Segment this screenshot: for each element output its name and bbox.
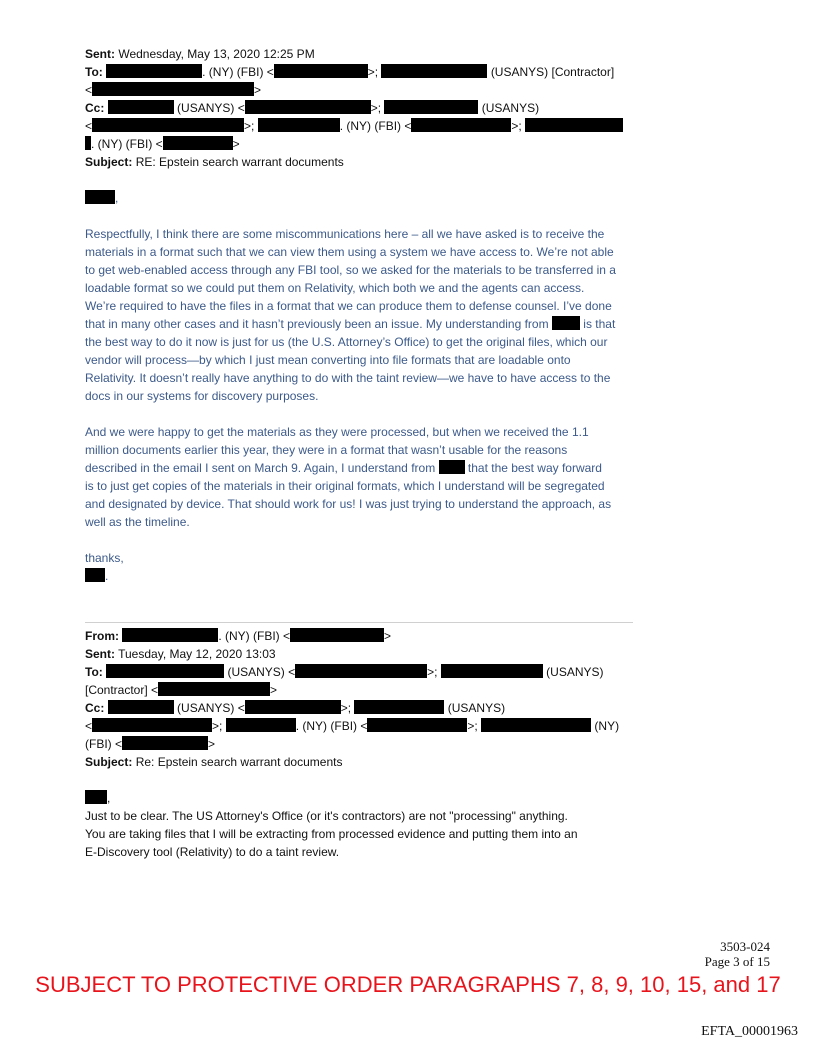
email1-p1-line: Respectfully, I think there are some miscommunications here – all we have asked is to receive the <box>85 227 605 241</box>
redaction <box>85 790 107 804</box>
redaction <box>122 736 208 750</box>
from-label: From: <box>85 629 119 643</box>
to-label: To: <box>85 665 103 679</box>
redaction <box>441 664 543 678</box>
email1-to-line: To: . (NY) (FBI) < >; (USANYS) [Contractor] <box>85 65 615 79</box>
redaction <box>158 682 270 696</box>
redaction <box>92 82 254 96</box>
email1-thanks: thanks, <box>85 551 124 565</box>
email1-p2-line: and designated by device. That should work for us! I was just trying to understand the approach, as <box>85 497 612 511</box>
subject-value: RE: Epstein search warrant documents <box>135 155 344 169</box>
email2-greeting: , <box>85 790 110 807</box>
cc-label: Cc: <box>85 701 105 715</box>
email1-signature: . <box>85 568 108 585</box>
redaction <box>226 718 296 732</box>
redaction <box>354 700 444 714</box>
email1-p1-line: We’re required to have the files in a format that we can produce them to defense counsel. I’ve done <box>85 299 612 313</box>
email2-body-line: Just to be clear. The US Attorney's Office (or it's contractors) are not "processing" anything. <box>85 809 568 823</box>
email1-to-line2: < > <box>85 83 262 97</box>
redaction <box>92 118 244 132</box>
bates-number: EFTA_00001963 <box>701 1024 798 1039</box>
redaction <box>552 316 580 330</box>
sent-value: Tuesday, May 12, 2020 13:03 <box>118 647 276 661</box>
email2-to-line2: [Contractor] < > <box>85 683 278 697</box>
redaction <box>411 118 511 132</box>
email1-p1-line: loadable format so we could put them on Relativity, which both we and the agents can access. <box>85 281 585 295</box>
email1-sent-line <box>85 46 315 63</box>
redaction <box>163 136 233 150</box>
redaction <box>108 100 174 114</box>
redaction <box>122 628 218 642</box>
email1-p2-line: And we were happy to get the materials as they were processed, but when we received the 1.1 <box>85 425 589 439</box>
redaction <box>274 64 368 78</box>
subject-label: Subject: <box>85 155 133 169</box>
email1-cc-line3: . (NY) (FBI) < > <box>85 136 240 153</box>
sent-label: Sent: <box>85 47 115 61</box>
redaction <box>92 718 212 732</box>
exhibit-number: 3503-024 <box>720 939 770 954</box>
subject-value: Re: Epstein search warrant documents <box>135 755 343 769</box>
email2-cc-line: Cc: (USANYS) < >; (USANYS) <box>85 701 506 715</box>
email1-p1-line: the best way to do it now is just for us (the U.S. Attorney’s Office) to get the original files, which our <box>85 335 608 349</box>
email1-p1-line: materials in a format such that we can view them using a system we have access to. We’re not able <box>85 245 614 259</box>
redaction <box>108 700 174 714</box>
email1-cc-line: Cc: (USANYS) < >; (USANYS) <box>85 101 540 115</box>
email1-p2-line: is to just get copies of the materials in their original formats, which I understand will be segregated <box>85 479 605 493</box>
email1-p2-line: well as the timeline. <box>85 515 190 529</box>
email1-p2-line: described in the email I sent on March 9. Again, I understand from that the best way forward <box>85 461 602 475</box>
redaction <box>367 718 467 732</box>
email1-greeting: , <box>85 190 118 207</box>
redaction <box>106 664 224 678</box>
email1-p1-line: vendor will process—by which I just mean converting into file formats that are loadable onto <box>85 353 571 367</box>
email2-cc-line3: (FBI) < > <box>85 737 216 751</box>
email1-cc-line2: < >; . (NY) (FBI) < >; <box>85 118 623 135</box>
redaction <box>245 700 341 714</box>
redaction <box>85 190 115 204</box>
cc-label: Cc: <box>85 101 105 115</box>
email2-cc-line2: < >; . (NY) (FBI) < >; (NY) <box>85 719 620 733</box>
sent-label: Sent: <box>85 647 115 661</box>
email2-from-line: From: . (NY) (FBI) < > <box>85 629 392 643</box>
redaction <box>439 460 465 474</box>
redaction <box>525 118 623 132</box>
email1-subject-line <box>85 154 344 171</box>
email-separator <box>85 622 633 623</box>
protective-order-notice: SUBJECT TO PROTECTIVE ORDER PARAGRAPHS 7, 8, 9, 10, 15, and 17 <box>35 972 781 997</box>
redaction <box>481 718 591 732</box>
email2-sent-line <box>85 646 276 663</box>
sent-value: Wednesday, May 13, 2020 12:25 PM <box>118 47 315 61</box>
to-label: To: <box>85 65 103 79</box>
email1-p1-line: Relativity. It doesn’t really have anything to do with the taint review—we have to have access to the <box>85 371 611 385</box>
email2-body-line: E-Discovery tool (Relativity) to do a taint review. <box>85 845 340 859</box>
redaction <box>290 628 384 642</box>
email2-body-line: You are taking files that I will be extracting from processed evidence and putting them into an <box>85 827 578 841</box>
redaction <box>384 100 478 114</box>
subject-label: Subject: <box>85 755 133 769</box>
email2-subject-line <box>85 754 342 771</box>
redaction <box>381 64 487 78</box>
redaction <box>85 568 105 582</box>
page-number: Page 3 of 15 <box>704 954 770 969</box>
redaction <box>295 664 427 678</box>
redaction <box>106 64 202 78</box>
redaction <box>245 100 371 114</box>
email1-p1-line: to get web-enabled access through any FBI tool, so we asked for the materials to be transferred in a <box>85 263 616 277</box>
redaction <box>258 118 340 132</box>
email1-p1-line: docs in our systems for discovery purposes. <box>85 389 319 403</box>
email1-p2-line: million documents earlier this year, they were in a format that wasn’t usable for the reasons <box>85 443 568 457</box>
email1-p1-line: that in many other cases and it hasn’t previously been an issue. My understanding from is that <box>85 317 616 331</box>
email2-to-line: To: (USANYS) < >; (USANYS) <box>85 665 604 679</box>
